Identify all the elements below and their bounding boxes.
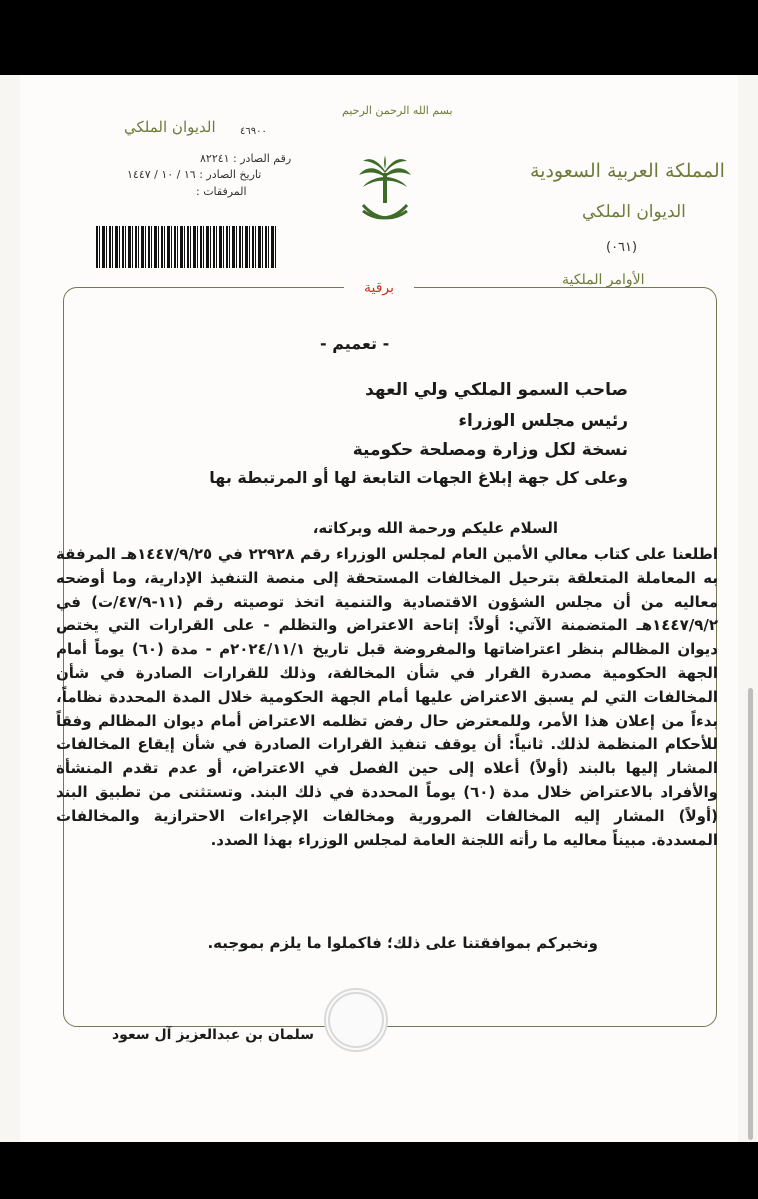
scrollbar[interactable] bbox=[748, 688, 753, 1140]
body-paragraph: اطلعنا على كتاب معالي الأمين العام لمجلس الوزراء رقم ٢٢٩٢٨ في ١٤٤٧/٩/٢٥هـ المرفقة به المعاملة المتعلقة بترحيل المخالفات المستحقة إلى منصة التنفيذ الإدارية، وما أوضحه معاليه من أن مجلس الشؤون الاقتصادية والتنمية اتخذ توصيته رقم (١١-٤٧/٩/ت) في ١٤٤٧/٩/٢هـ المتضمنة الآتي: أولاً: إتاحة الاعتراض والتظلم - على القرارات التي يختص ديوان المظالم بنظر اعتراضاتها والمفروضة قبل تاريخ ٢٠٢٤/١١/١م - مدة (٦٠) يوماً أمام الجهة الحكومية مصدرة القرار في شأن المخالفة، وذلك للقرارات الصادرة في شأن المخالفات التي لم يسبق الاعتراض عليها أمام الجهة الحكومية خلال المدة المحددة نظاماً، بدءاً من إعلان هذا الأمر، وللمعترض حال رفض تظلمه الاعتراض أمام ديوان المظالم وفقاً للأحكام المنظمة لذلك. ثانياً: أن يوقف تنفيذ القرارات الصادرة في شأن إيقاع المخالفات المشار إليها بالبند (أولاً) أعلاه إلى حين الفصل في الاعتراض، أو عدم تقدم المنشأة والأفراد بالاعتراض خلال مدة (٦٠) يوماً المحددة في ذلك البند. وتستثنى من تطبيق البند (أولاً) المشار إليه المخالفات المرورية ومخالفات الإجراءات الاحترازية والمخالفات المسددة. مبيناً معاليه ما رأته اللجنة العامة لمجلس الوزراء بهذا الصدد. bbox=[56, 545, 719, 849]
document-number: ٤٦٩٠٠ bbox=[240, 126, 267, 137]
top-black-bar bbox=[0, 0, 758, 75]
greeting: السلام عليكم ورحمة الله وبركاته، bbox=[312, 519, 558, 537]
saudi-emblem-icon bbox=[357, 155, 413, 231]
signature: سلمان بن عبدالعزيز آل سعود bbox=[112, 1027, 315, 1043]
diwan-right-title: الديوان الملكي bbox=[582, 202, 686, 222]
telegram-label: برقية bbox=[344, 276, 414, 300]
closing-line: ونخبركم بموافقتنا على ذلك؛ فاكملوا ما يلزم بموجبه. bbox=[207, 934, 598, 952]
royal-orders: الأوامر الملكية bbox=[562, 272, 645, 288]
kingdom-title: المملكة العربية السعودية bbox=[530, 160, 725, 182]
diwan-left-title: الديوان الملكي bbox=[124, 118, 216, 136]
circular-title: - تعميم - bbox=[320, 334, 390, 353]
recipient-crown-prince: صاحب السمو الملكي ولي العهد bbox=[365, 380, 628, 400]
basmala: بسم الله الرحمن الرحيم bbox=[342, 104, 453, 117]
recipient-ministries: نسخة لكل وزارة ومصلحة حكومية bbox=[352, 440, 628, 460]
attachments-label: المرفقات : bbox=[196, 185, 247, 198]
issue-date: تاريخ الصادر : ١٦ / ١٠ / ١٤٤٧ bbox=[127, 168, 262, 181]
recipient-prime-minister: رئيس مجلس الوزراء bbox=[458, 411, 628, 431]
recipient-affiliates: وعلى كل جهة إبلاغ الجهات التابعة لها أو المرتبطة بها bbox=[209, 468, 628, 487]
royal-seal bbox=[324, 988, 388, 1052]
diwan-code: (٠٦١) bbox=[606, 240, 638, 255]
issue-number: رقم الصادر : ٨٢٢٤١ bbox=[200, 152, 292, 165]
bottom-black-bar bbox=[0, 1142, 758, 1199]
barcode bbox=[96, 226, 276, 268]
